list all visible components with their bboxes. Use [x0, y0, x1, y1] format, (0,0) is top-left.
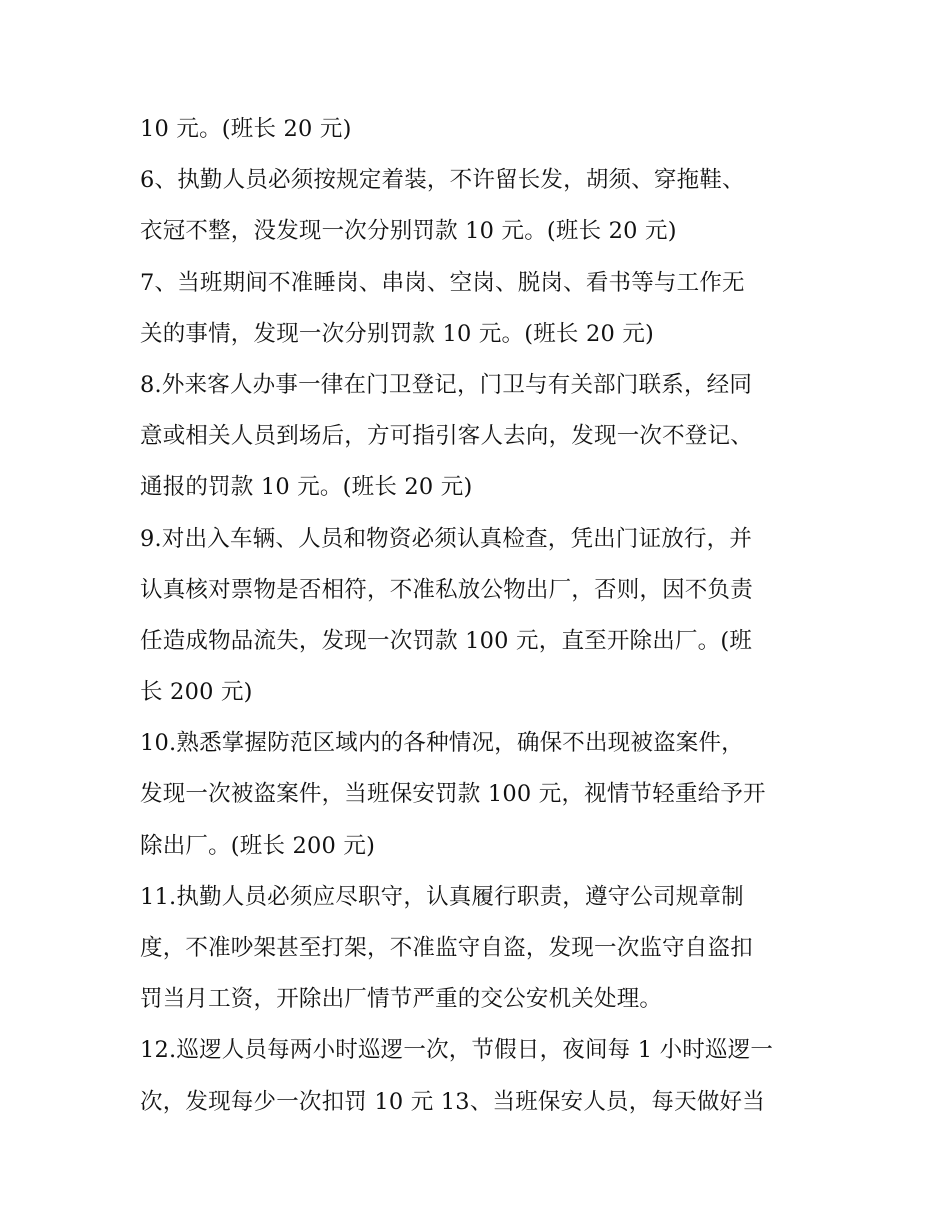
- text-line: 度，不准吵架甚至打架，不准监守自盗，发现一次监守自盗扣: [140, 935, 753, 961]
- text-line: 11.执勤人员必须应尽职守，认真履行职责，遵守公司规章制: [140, 883, 744, 910]
- text-line: 6、执勤人员必须按规定着装，不许留长发，胡须、穿拖鞋、: [140, 167, 745, 194]
- text-line: 除出厂。(班长 200 元): [140, 832, 376, 859]
- text-line: 发现一次被盗案件，当班保安罚款 100 元，视情节轻重给予开: [140, 781, 766, 808]
- text-line: 长 200 元): [140, 679, 253, 706]
- text-line: 任造成物品流失，发现一次罚款 100 元，直至开除出厂。(班: [140, 627, 753, 654]
- text-line: 10 元。(班长 20 元): [140, 116, 352, 142]
- text-line: 认真核对票物是否相符，不准私放公物出厂，否则，因不负责: [140, 576, 753, 603]
- text-line: 次，发现每少一次扣罚 10 元 13、当班保安人员，每天做好当: [140, 1088, 765, 1115]
- text-line: 罚当月工资，开除出厂情节严重的交公安机关处理。: [140, 986, 663, 1013]
- text-line: 10.熟悉掌握防范区域内的各种情况，确保不出现被盗案件，: [140, 730, 744, 757]
- text-line: 衣冠不整，没发现一次分别罚款 10 元。(班长 20 元): [140, 218, 677, 245]
- text-line: 12.巡逻人员每两小时巡逻一次，节假日，夜间每 1 小时巡逻一: [140, 1037, 774, 1064]
- document-body: [140, 104, 830, 1128]
- text-line: 9.对出入车辆、人员和物资必须认真检查，凭出门证放行，并: [140, 525, 753, 552]
- text-line: 意或相关人员到场后，方可指引客人去向，发现一次不登记、: [140, 423, 753, 450]
- text-line: 关的事情，发现一次分别罚款 10 元。(班长 20 元): [140, 320, 655, 347]
- text-line: 通报的罚款 10 元。(班长 20 元): [140, 474, 473, 501]
- text-line: 7、当班期间不准睡岗、串岗、空岗、脱岗、看书等与工作无: [140, 269, 745, 296]
- text-line: 8.外来客人办事一律在门卫登记，门卫与有关部门联系，经同: [140, 371, 753, 398]
